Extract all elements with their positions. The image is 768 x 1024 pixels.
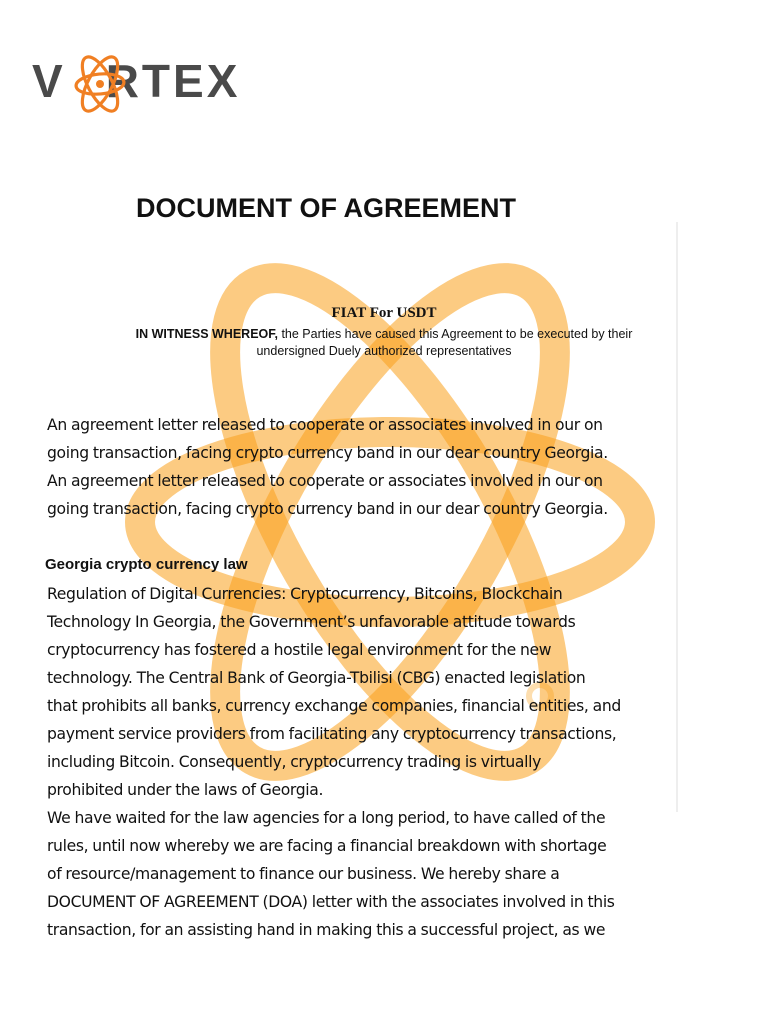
paragraph-line: going transaction, facing crypto currency band in our dear country Georgia. <box>47 444 608 462</box>
paragraph-line: transaction, for an assisting hand in making this a successful project, as we <box>47 921 606 939</box>
paragraph-line: going transaction, facing crypto currency band in our dear country Georgia. <box>47 500 608 518</box>
paragraph-line: including Bitcoin. Consequently, cryptocurrency trading is virtually <box>47 753 541 771</box>
paragraph-line: prohibited under the laws of Georgia. <box>47 781 324 799</box>
atom-orbit-icon <box>68 44 132 120</box>
paragraph-line: that prohibits all banks, currency exchange companies, financial entities, and <box>47 697 621 715</box>
document-title: DOCUMENT OF AGREEMENT <box>136 193 516 223</box>
paragraph-line: We have waited for the law agencies for a long period, to have called of the <box>47 809 606 827</box>
vortex-logo <box>32 44 242 120</box>
paragraph-line: Technology In Georgia, the Government’s unfavorable attitude towards <box>47 613 576 631</box>
paragraph-line: An agreement letter released to cooperate or associates involved in our on <box>47 472 603 490</box>
witness-statement <box>84 326 684 360</box>
witness-line-1 <box>84 326 684 343</box>
paragraph-line: Regulation of Digital Currencies: Cryptocurrency, Bitcoins, Blockchain <box>47 585 563 603</box>
law-paragraph <box>47 580 687 944</box>
logo-wordmark <box>32 55 241 107</box>
logo-text-after: RTEX <box>105 55 241 107</box>
logo-text-before: V <box>32 55 66 107</box>
witness-rest: the Parties have caused this Agreement to be executed by their <box>277 327 633 341</box>
agreement-paragraph <box>47 411 687 523</box>
fiat-title: FIAT For USDT <box>331 305 437 321</box>
witness-line-2: undersigned Duely authorized representatives <box>256 344 512 358</box>
paragraph-line: cryptocurrency has fostered a hostile legal environment for the new <box>47 641 552 659</box>
section-heading: Georgia crypto currency law <box>45 556 248 573</box>
witness-bold: IN WITNESS WHEREOF, <box>135 327 278 341</box>
paragraph-line: of resource/management to finance our business. We hereby share a <box>47 865 560 883</box>
paragraph-line: DOCUMENT OF AGREEMENT (DOA) letter with the associates involved in this <box>47 893 615 911</box>
paragraph-line: An agreement letter released to cooperate or associates involved in our on <box>47 416 603 434</box>
paragraph-line: technology. The Central Bank of Georgia-Tbilisi (CBG) enacted legislation <box>47 669 586 687</box>
paragraph-line: rules, until now whereby we are facing a financial breakdown with shortage <box>47 837 607 855</box>
paragraph-line: payment service providers from facilitating any cryptocurrency transactions, <box>47 725 617 743</box>
